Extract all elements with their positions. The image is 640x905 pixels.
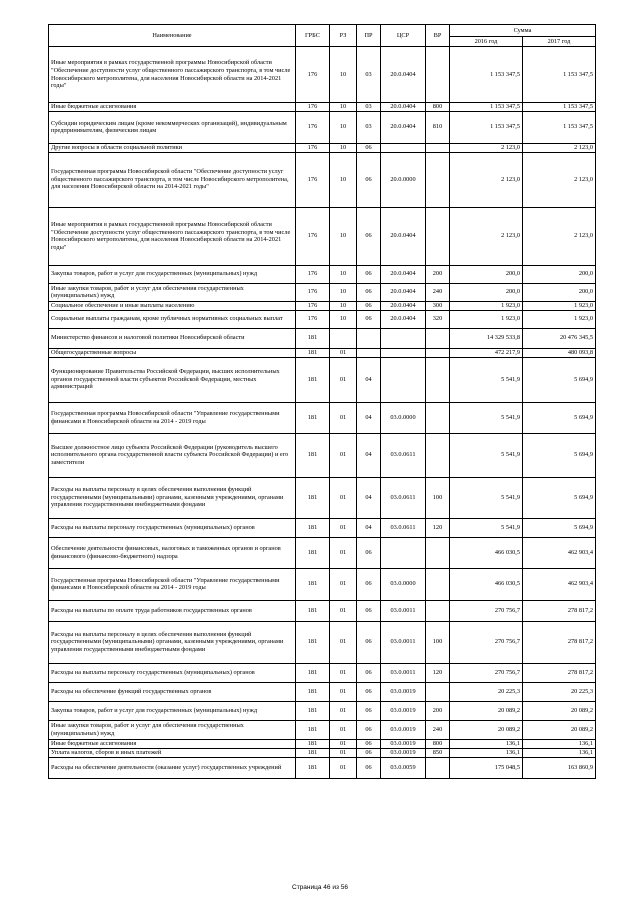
table-row <box>49 301 596 310</box>
row-pr: 06 <box>357 720 381 739</box>
header-csr: ЦСР <box>381 25 426 47</box>
row-csr: 20.0.0000 <box>381 152 426 207</box>
row-amount-2017: 5 694,9 <box>523 518 596 537</box>
row-pr: 06 <box>357 748 381 757</box>
row-amount-2016: 136,1 <box>450 748 523 757</box>
row-grbs: 176 <box>296 47 330 103</box>
row-grbs: 181 <box>296 357 330 402</box>
row-name: Функционирование Правительства Российской Федерации, высших исполнительных органов государственной власти субъектов Российской Федерации, местных администраций <box>49 357 296 402</box>
table-row <box>49 143 596 152</box>
row-vr: 800 <box>426 739 450 748</box>
row-grbs: 181 <box>296 720 330 739</box>
row-vr: 240 <box>426 720 450 739</box>
row-vr: 100 <box>426 477 450 518</box>
row-csr: 03.0.0611 <box>381 477 426 518</box>
row-amount-2017: 2 123,0 <box>523 143 596 152</box>
row-vr: 120 <box>426 518 450 537</box>
row-amount-2016: 200,0 <box>450 265 523 283</box>
page-number: Страница 46 из 56 <box>292 884 348 891</box>
row-pr: 04 <box>357 518 381 537</box>
table-row <box>49 310 596 328</box>
row-amount-2017: 1 923,0 <box>523 310 596 328</box>
row-amount-2017: 278 817,2 <box>523 600 596 621</box>
table-row <box>49 621 596 663</box>
row-amount-2017: 462 903,4 <box>523 537 596 568</box>
row-rz: 01 <box>330 621 357 663</box>
row-csr: 03.0.0019 <box>381 739 426 748</box>
row-rz: 10 <box>330 301 357 310</box>
row-vr <box>426 568 450 600</box>
table-row <box>49 720 596 739</box>
row-rz: 01 <box>330 600 357 621</box>
row-csr <box>381 348 426 357</box>
row-vr <box>426 433 450 477</box>
row-rz: 01 <box>330 682 357 701</box>
table-row <box>49 739 596 748</box>
row-grbs: 181 <box>296 328 330 348</box>
row-pr: 06 <box>357 682 381 701</box>
header-pr: ПР <box>357 25 381 47</box>
row-csr: 03.0.0019 <box>381 682 426 701</box>
row-name: Расходы на выплаты персоналу в целях обеспечения выполнения функций государственными (муниципальными) органами, казенными учреждениями, органами управления государственными внебюджетными фондами <box>49 621 296 663</box>
row-csr: 20.0.0404 <box>381 207 426 265</box>
row-pr: 06 <box>357 739 381 748</box>
row-rz: 01 <box>330 433 357 477</box>
row-csr: 03.0.0000 <box>381 402 426 433</box>
row-amount-2017: 5 694,9 <box>523 357 596 402</box>
header-year-2016: 2016 год <box>450 37 523 47</box>
row-rz: 01 <box>330 477 357 518</box>
row-csr: 20.0.0404 <box>381 310 426 328</box>
row-name: Расходы на выплаты персоналу в целях обеспечения выполнения функций государственными (муниципальными) органами, казенными учреждениями, органами управления государственными внебюджетными фондами <box>49 477 296 518</box>
row-amount-2017: 2 123,0 <box>523 152 596 207</box>
row-amount-2017: 2 123,0 <box>523 207 596 265</box>
table-row <box>49 600 596 621</box>
row-vr <box>426 143 450 152</box>
table-row <box>49 265 596 283</box>
row-pr: 03 <box>357 111 381 143</box>
row-pr: 06 <box>357 152 381 207</box>
row-pr: 06 <box>357 663 381 682</box>
table-row <box>49 518 596 537</box>
row-csr: 20.0.0404 <box>381 103 426 112</box>
row-rz: 10 <box>330 47 357 103</box>
table-row <box>49 748 596 757</box>
row-amount-2016: 20 225,3 <box>450 682 523 701</box>
table-row <box>49 402 596 433</box>
row-name: Социальные выплаты гражданам, кроме публичных нормативных социальных выплат <box>49 310 296 328</box>
table-body <box>49 47 596 779</box>
row-pr: 04 <box>357 433 381 477</box>
row-grbs: 176 <box>296 152 330 207</box>
row-name: Государственная программа Новосибирской области "Управление государственными финансами в Новосибирской области на 2014 - 2019 годы <box>49 568 296 600</box>
row-amount-2016: 466 030,5 <box>450 537 523 568</box>
row-amount-2017: 1 153 347,5 <box>523 103 596 112</box>
row-name: Иные бюджетные ассигнования <box>49 739 296 748</box>
table-row <box>49 357 596 402</box>
row-csr: 03.0.0011 <box>381 621 426 663</box>
row-vr: 320 <box>426 310 450 328</box>
row-amount-2016: 1 923,0 <box>450 301 523 310</box>
row-amount-2016: 1 923,0 <box>450 310 523 328</box>
row-csr: 03.0.0059 <box>381 757 426 778</box>
row-rz: 10 <box>330 283 357 301</box>
row-vr <box>426 757 450 778</box>
row-amount-2016: 466 030,5 <box>450 568 523 600</box>
row-pr: 06 <box>357 701 381 720</box>
row-grbs: 181 <box>296 402 330 433</box>
row-amount-2017: 163 860,9 <box>523 757 596 778</box>
row-name: Социальное обеспечение и иные выплаты населению <box>49 301 296 310</box>
row-vr: 120 <box>426 663 450 682</box>
row-amount-2017: 1 153 347,5 <box>523 111 596 143</box>
row-pr: 06 <box>357 621 381 663</box>
row-amount-2016: 175 048,5 <box>450 757 523 778</box>
row-grbs: 181 <box>296 433 330 477</box>
row-amount-2017: 200,0 <box>523 265 596 283</box>
row-amount-2016: 270 756,7 <box>450 600 523 621</box>
row-vr <box>426 600 450 621</box>
row-name: Общегосударственные вопросы <box>49 348 296 357</box>
row-grbs: 181 <box>296 477 330 518</box>
row-rz: 01 <box>330 739 357 748</box>
table-row <box>49 111 596 143</box>
row-amount-2016: 5 541,9 <box>450 357 523 402</box>
header-grbs: ГРБС <box>296 25 330 47</box>
budget-table <box>48 24 596 779</box>
row-pr: 06 <box>357 301 381 310</box>
row-rz: 10 <box>330 111 357 143</box>
row-csr <box>381 357 426 402</box>
row-vr <box>426 357 450 402</box>
row-csr: 03.0.0011 <box>381 600 426 621</box>
row-rz: 01 <box>330 701 357 720</box>
row-name: Расходы на обеспечение функций государственных органов <box>49 682 296 701</box>
row-pr: 03 <box>357 103 381 112</box>
row-amount-2017: 5 694,9 <box>523 402 596 433</box>
row-grbs: 176 <box>296 143 330 152</box>
row-pr: 03 <box>357 47 381 103</box>
table-row <box>49 152 596 207</box>
row-csr: 20.0.0404 <box>381 265 426 283</box>
row-grbs: 176 <box>296 103 330 112</box>
row-amount-2017: 20 089,2 <box>523 701 596 720</box>
row-csr: 20.0.0404 <box>381 111 426 143</box>
table-row <box>49 757 596 778</box>
row-csr: 03.0.0019 <box>381 701 426 720</box>
row-vr <box>426 328 450 348</box>
row-pr: 06 <box>357 207 381 265</box>
row-grbs: 181 <box>296 348 330 357</box>
table-row <box>49 682 596 701</box>
row-rz: 01 <box>330 663 357 682</box>
table-row <box>49 701 596 720</box>
row-amount-2016: 2 123,0 <box>450 152 523 207</box>
row-name: Другие вопросы в области социальной политики <box>49 143 296 152</box>
row-vr: 850 <box>426 748 450 757</box>
row-amount-2016: 270 756,7 <box>450 621 523 663</box>
row-vr: 300 <box>426 301 450 310</box>
table-row <box>49 47 596 103</box>
row-rz: 01 <box>330 402 357 433</box>
row-csr: 03.0.0019 <box>381 720 426 739</box>
header-name: Наименование <box>49 25 296 47</box>
row-amount-2017: 5 694,9 <box>523 433 596 477</box>
row-amount-2017: 20 225,3 <box>523 682 596 701</box>
row-csr: 20.0.0404 <box>381 283 426 301</box>
row-pr: 06 <box>357 310 381 328</box>
header-vr: ВР <box>426 25 450 47</box>
row-rz: 01 <box>330 537 357 568</box>
row-vr <box>426 47 450 103</box>
row-name: Министерство финансов и налоговой политики Новосибирской области <box>49 328 296 348</box>
row-amount-2016: 1 153 347,5 <box>450 47 523 103</box>
row-pr: 06 <box>357 537 381 568</box>
row-csr: 03.0.0611 <box>381 433 426 477</box>
row-rz: 10 <box>330 103 357 112</box>
row-grbs: 176 <box>296 111 330 143</box>
row-pr: 04 <box>357 357 381 402</box>
row-vr: 800 <box>426 103 450 112</box>
row-amount-2017: 1 153 347,5 <box>523 47 596 103</box>
row-rz: 10 <box>330 207 357 265</box>
row-pr: 06 <box>357 600 381 621</box>
row-amount-2017: 480 093,8 <box>523 348 596 357</box>
row-vr <box>426 402 450 433</box>
row-rz: 01 <box>330 720 357 739</box>
row-name: Уплата налогов, сборов и иных платежей <box>49 748 296 757</box>
row-amount-2016: 5 541,9 <box>450 477 523 518</box>
row-name: Высшее должностное лицо субъекта Российской Федерации (руководитель высшего исполнительного органа государственной власти субъекта Российской Федерации) и его заместители <box>49 433 296 477</box>
row-name: Государственная программа Новосибирской области "Управление государственными финансами в Новосибирской области на 2014 - 2019 годы <box>49 402 296 433</box>
table-row <box>49 537 596 568</box>
row-vr <box>426 152 450 207</box>
row-rz <box>330 328 357 348</box>
row-vr <box>426 207 450 265</box>
row-vr <box>426 537 450 568</box>
row-amount-2017: 5 694,9 <box>523 477 596 518</box>
row-name: Расходы на выплаты персоналу государственных (муниципальных) органов <box>49 518 296 537</box>
row-rz: 01 <box>330 518 357 537</box>
row-amount-2017: 20 089,2 <box>523 720 596 739</box>
row-rz: 01 <box>330 357 357 402</box>
row-pr: 04 <box>357 402 381 433</box>
row-amount-2016: 200,0 <box>450 283 523 301</box>
row-amount-2017: 200,0 <box>523 283 596 301</box>
row-rz: 01 <box>330 757 357 778</box>
row-rz: 10 <box>330 143 357 152</box>
row-pr: 06 <box>357 757 381 778</box>
row-amount-2016: 2 123,0 <box>450 143 523 152</box>
row-amount-2017: 136,1 <box>523 748 596 757</box>
row-pr: 06 <box>357 283 381 301</box>
row-csr <box>381 328 426 348</box>
row-amount-2016: 5 541,9 <box>450 402 523 433</box>
row-amount-2016: 2 123,0 <box>450 207 523 265</box>
row-name: Государственная программа Новосибирской области "Обеспечение доступности услуг общественного пассажирского транспорта, в том числе Новосибирского метрополитена, для населения Новосибирской области на 2014-2021 годы" <box>49 152 296 207</box>
row-rz: 01 <box>330 348 357 357</box>
row-grbs: 181 <box>296 518 330 537</box>
row-amount-2016: 1 153 347,5 <box>450 111 523 143</box>
table-row <box>49 328 596 348</box>
row-csr: 03.0.0019 <box>381 748 426 757</box>
row-amount-2016: 270 756,7 <box>450 663 523 682</box>
row-name: Субсидии юридическим лицам (кроме некоммерческих организаций), индивидуальным предпринимателям, физическим лицам <box>49 111 296 143</box>
row-name: Расходы на обеспечение деятельности (оказание услуг) государственных учреждений <box>49 757 296 778</box>
row-amount-2016: 1 153 347,5 <box>450 103 523 112</box>
row-grbs: 181 <box>296 621 330 663</box>
header-rz: РЗ <box>330 25 357 47</box>
row-grbs: 181 <box>296 568 330 600</box>
table-row <box>49 103 596 112</box>
row-name: Закупка товаров, работ и услуг для государственных (муниципальных) нужд <box>49 265 296 283</box>
row-vr <box>426 682 450 701</box>
table-row <box>49 477 596 518</box>
row-grbs: 176 <box>296 265 330 283</box>
row-name: Иные мероприятия в рамках государственной программы Новосибирской области "Обеспечение доступности услуг общественного пассажирского транспорта, в том числе Новосибирского метрополитена, для населения Новосибирской области на 2014-2021 годы" <box>49 207 296 265</box>
row-rz: 10 <box>330 265 357 283</box>
row-amount-2017: 278 817,2 <box>523 621 596 663</box>
table-row <box>49 663 596 682</box>
row-vr: 240 <box>426 283 450 301</box>
row-amount-2016: 20 089,2 <box>450 701 523 720</box>
row-name: Расходы на выплаты по оплате труда работников государственных органов <box>49 600 296 621</box>
row-grbs: 181 <box>296 682 330 701</box>
row-grbs: 176 <box>296 207 330 265</box>
row-pr: 06 <box>357 265 381 283</box>
row-amount-2017: 462 903,4 <box>523 568 596 600</box>
row-vr: 100 <box>426 621 450 663</box>
row-csr <box>381 537 426 568</box>
row-pr: 04 <box>357 477 381 518</box>
row-amount-2017: 278 817,2 <box>523 663 596 682</box>
header-sum: Сумма <box>450 25 596 37</box>
row-grbs: 181 <box>296 537 330 568</box>
row-pr <box>357 348 381 357</box>
row-grbs: 176 <box>296 283 330 301</box>
row-csr: 03.0.0011 <box>381 663 426 682</box>
row-pr <box>357 328 381 348</box>
row-name: Иные закупки товаров, работ и услуг для обеспечения государственных (муниципальных) нужд <box>49 720 296 739</box>
table-row <box>49 433 596 477</box>
row-name: Иные бюджетные ассигнования <box>49 103 296 112</box>
row-pr: 06 <box>357 568 381 600</box>
row-amount-2016: 5 541,9 <box>450 433 523 477</box>
table-row <box>49 568 596 600</box>
row-vr: 200 <box>426 701 450 720</box>
table-row <box>49 348 596 357</box>
row-csr: 20.0.0404 <box>381 301 426 310</box>
row-grbs: 181 <box>296 600 330 621</box>
row-amount-2016: 472 217,9 <box>450 348 523 357</box>
row-name: Расходы на выплаты персоналу государственных (муниципальных) органов <box>49 663 296 682</box>
row-rz: 10 <box>330 310 357 328</box>
row-csr: 03.0.0611 <box>381 518 426 537</box>
row-name: Иные мероприятия в рамках государственной программы Новосибирской области "Обеспечение доступности услуг общественного пассажирского транспорта, в том числе Новосибирского метрополитена, для населения Новосибирской области на 2014-2021 годы" <box>49 47 296 103</box>
row-amount-2016: 136,1 <box>450 739 523 748</box>
row-rz: 01 <box>330 748 357 757</box>
row-name: Закупка товаров, работ и услуг для государственных (муниципальных) нужд <box>49 701 296 720</box>
row-rz: 10 <box>330 152 357 207</box>
row-amount-2017: 20 476 345,5 <box>523 328 596 348</box>
row-amount-2016: 5 541,9 <box>450 518 523 537</box>
row-vr: 200 <box>426 265 450 283</box>
row-grbs: 176 <box>296 310 330 328</box>
row-vr <box>426 348 450 357</box>
table-row <box>49 283 596 301</box>
row-grbs: 181 <box>296 663 330 682</box>
row-grbs: 181 <box>296 701 330 720</box>
row-name: Обеспечение деятельности финансовых, налоговых и таможенных органов и органов финансового (финансово-бюджетного) надзора <box>49 537 296 568</box>
table-row <box>49 207 596 265</box>
header-year-2017: 2017 год <box>523 37 596 47</box>
row-amount-2016: 20 089,2 <box>450 720 523 739</box>
row-vr: 810 <box>426 111 450 143</box>
row-csr: 20.0.0404 <box>381 47 426 103</box>
row-csr: 03.0.0000 <box>381 568 426 600</box>
row-amount-2017: 1 923,0 <box>523 301 596 310</box>
row-grbs: 181 <box>296 748 330 757</box>
row-pr: 06 <box>357 143 381 152</box>
row-grbs: 181 <box>296 739 330 748</box>
row-grbs: 176 <box>296 301 330 310</box>
row-rz: 01 <box>330 568 357 600</box>
row-csr <box>381 143 426 152</box>
row-amount-2016: 14 329 533,8 <box>450 328 523 348</box>
row-grbs: 181 <box>296 757 330 778</box>
row-amount-2017: 136,1 <box>523 739 596 748</box>
row-name: Иные закупки товаров, работ и услуг для обеспечения государственных (муниципальных) нужд <box>49 283 296 301</box>
